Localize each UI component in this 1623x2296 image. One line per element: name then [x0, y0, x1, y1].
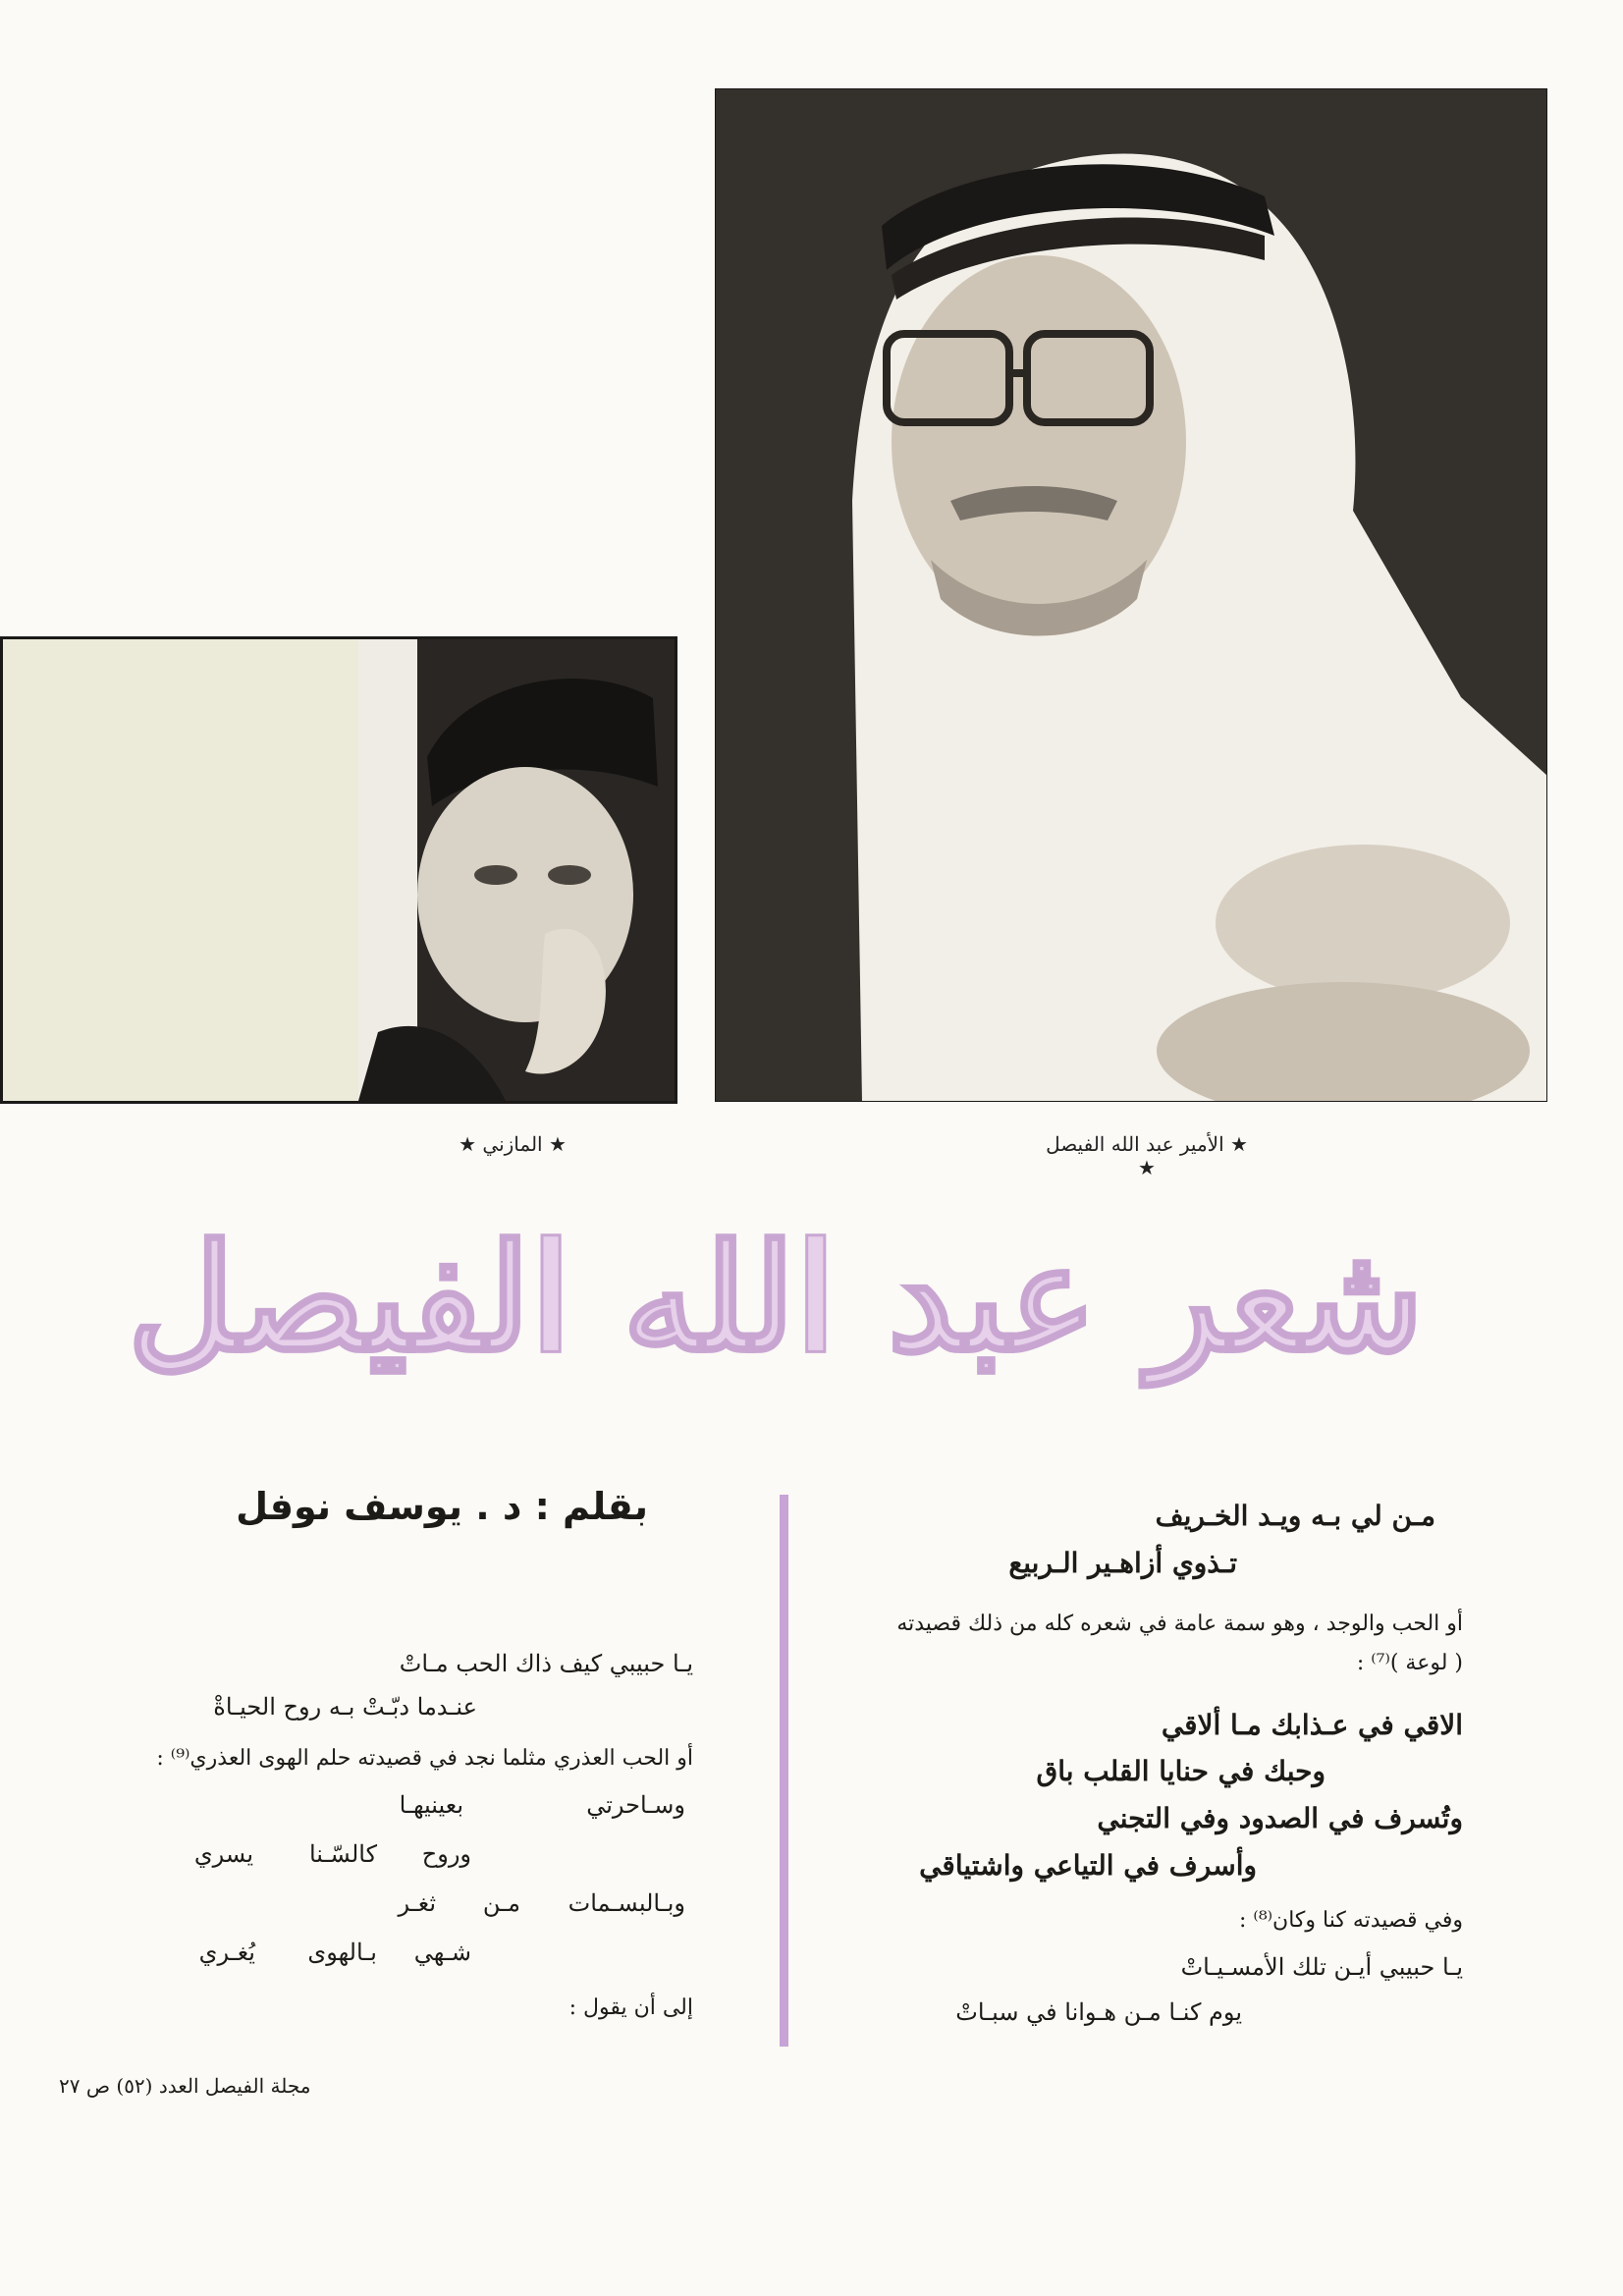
blank-panel [3, 639, 358, 1101]
portrait-illustration [358, 639, 677, 1101]
verse-word: ثغـر [398, 1889, 436, 1917]
main-portrait-photo [715, 88, 1547, 1102]
verse-line: الاقي في عـذابك مـا ألاقي [1161, 1709, 1463, 1741]
verse-word: بعينيهـا [399, 1791, 463, 1819]
verse-line: عنـدما دبّـتْ بـه روح الحيـاةْ [213, 1693, 477, 1721]
verse-word: وبـالبسـمات [568, 1889, 685, 1917]
verse-line: وتُسرف في الصدود وفي التجني [1097, 1802, 1463, 1834]
mazini-portrait [358, 639, 675, 1101]
verse-word: وسـاحرتي [586, 1791, 685, 1819]
prose-line: أو الحب العذري مثلما نجد في قصيدته حلم الهوى العذري⁽⁹⁾ : [156, 1746, 693, 1771]
prose-line: إلى أن يقول : [568, 1995, 693, 2020]
article-title: شعر عبد الله الفيصل [127, 1212, 1425, 1385]
verse-line: وحبك في حنايا القلب باق [1036, 1755, 1325, 1787]
prose-line: ( لوعة )⁽⁷⁾ : [1356, 1651, 1463, 1675]
verse-word: يُغـري [198, 1939, 255, 1966]
verse-line: مـن لي بـه ويـد الخـريف [1155, 1500, 1435, 1532]
verse-line: يـا حبيبي كيف ذاك الحب مـاتْ [399, 1650, 693, 1677]
verse-word: بـالهوى [307, 1939, 377, 1966]
verse-word: يسري [193, 1840, 253, 1868]
verse-word: كالسّـنا [308, 1840, 377, 1868]
column-divider [780, 1495, 788, 2047]
portrait-illustration [715, 88, 1547, 1102]
main-photo-caption: ★ الأمير عبد الله الفيصل ★ [1046, 1132, 1248, 1179]
author-byline: بقلم : د . يوسف نوفل [236, 1485, 648, 1528]
second-photo-caption: ★ المازني ★ [459, 1132, 567, 1156]
verse-line: وأسرف في التياعي واشتياقي [919, 1849, 1257, 1882]
verse-word: وروح [421, 1840, 471, 1868]
prose-line: وفي قصيدته كنا وكان⁽⁸⁾ : [1239, 1908, 1463, 1933]
verse-line: يـا حبيبي أيـن تلك الأمسـيـاتْ [1180, 1953, 1463, 1981]
right-column [825, 1488, 1463, 2057]
prose-line: أو الحب والوجد ، وهو سمة عامة في شعره كله من ذلك قصيدته [896, 1612, 1463, 1636]
secondary-portrait-photo [0, 636, 677, 1104]
verse-word: شـهي [413, 1939, 471, 1966]
verse-word: مـن [482, 1889, 520, 1917]
verse-line: يوم كنـا مـن هـوانا في سبـاتْ [955, 1998, 1242, 2026]
page-footer: مجلة الفيصل العدد (٥٢) ص ٢٧ [59, 2074, 311, 2098]
verse-line: تـذوي أزاهـير الـربيع [1008, 1547, 1237, 1579]
left-column [98, 1650, 693, 2043]
